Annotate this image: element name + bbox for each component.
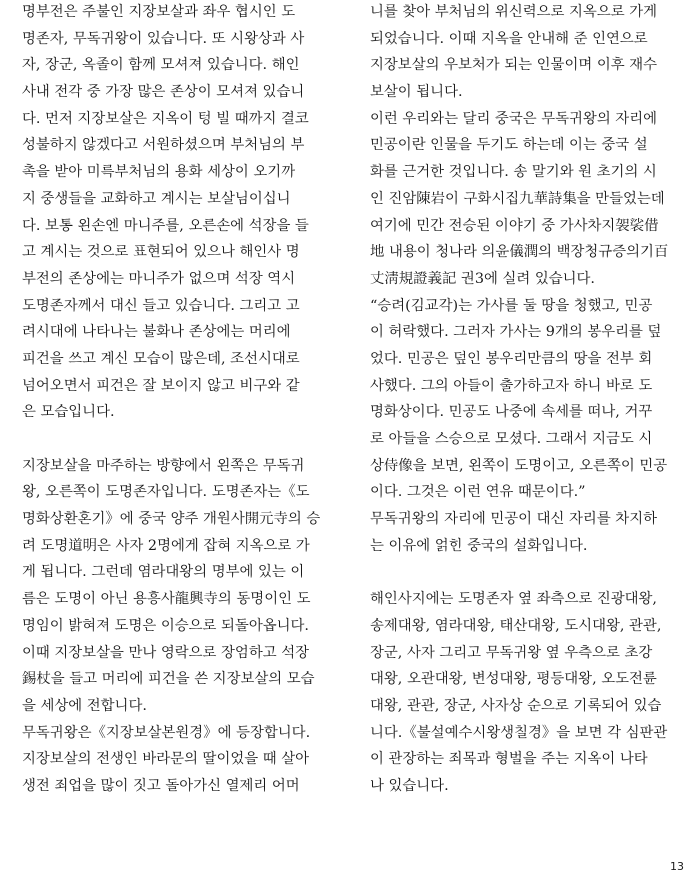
text-line: 송제대왕, 염라대왕, 태산대왕, 도시대왕, 관관, <box>370 617 662 634</box>
text-line <box>22 426 320 453</box>
text-line: 명존자, 무독귀왕이 있습니다. 또 시왕상과 사 <box>22 30 305 47</box>
text-line: 다. 먼저 지장보살은 지옥이 텅 빌 때까지 결코 <box>22 110 309 127</box>
text-line: 지장보살의 전생인 바라문의 딸이었을 때 살아 <box>22 751 309 768</box>
text-line: 을 세상에 전합니다. <box>22 697 147 714</box>
text-line: 명임이 밝혀져 도명은 이승으로 되돌아옵니다. <box>22 617 309 634</box>
text-line: 촉을 받아 미륵부처님의 용화 세상이 오기까 <box>22 164 296 181</box>
text-line: 부전의 존상에는 마니주가 없으며 석장 역시 <box>22 270 296 287</box>
text-line: 니다.《불설예수시왕생칠경》을 보면 각 심판관 <box>370 724 668 741</box>
text-line: 보살이 됩니다. <box>370 84 463 101</box>
text-line: 은 모습입니다. <box>22 404 115 421</box>
text-line: 었다. 민공은 덮인 봉우리만큼의 땅을 전부 회 <box>370 350 653 367</box>
text-line: 상侍像을 보면, 왼쪽이 도명이고, 오른쪽이 민공 <box>370 457 668 474</box>
text-line: 화를 근거한 것입니다. 송 말기와 원 초기의 시 <box>370 164 657 181</box>
text-line: 피건을 쓰고 계신 모습이 많은데, 조선시대로 <box>22 350 300 367</box>
text-line: 장군, 사자 그리고 무독귀왕 옆 우측으로 초강 <box>370 644 653 661</box>
text-line: 錫杖을 들고 머리에 피건을 쓴 지장보살의 모습 <box>22 671 315 688</box>
text-line: 고 계시는 것으로 표현되어 있으나 해인사 명 <box>22 244 300 261</box>
text-line: 대왕, 관관, 장군, 사자상 순으로 기록되어 있습 <box>370 697 662 714</box>
text-line: 여기에 민간 전승된 이야기 중 가사차지袈裟借 <box>370 217 659 234</box>
text-line: 이런 우리와는 달리 중국은 무독귀왕의 자리에 <box>370 110 657 127</box>
right-column-lines <box>370 0 668 800</box>
text-line <box>370 559 668 586</box>
text-line: 넘어오면서 피건은 잘 보이지 않고 비구와 같 <box>22 377 300 394</box>
text-line: 니를 찾아 부처님의 위신력으로 지옥으로 가게 <box>370 4 657 20</box>
text-line: 인 진암陳岩이 구화시집九華詩集을 만들었는데 <box>370 190 665 207</box>
text-line: 명부전은 주불인 지장보살과 좌우 협시인 도 <box>22 4 296 20</box>
text-line: 다. 보통 왼손엔 마니주를, 오른손에 석장을 들 <box>22 217 309 234</box>
text-line: 생전 죄업을 많이 짓고 돌아가신 열제리 어머 <box>22 777 300 794</box>
text-line: 명화상환혼기》에 중국 양주 개원사開元寺의 승 <box>22 511 321 528</box>
left-column <box>22 0 320 800</box>
text-line: 이때 지장보살을 만나 영락으로 장엄하고 석장 <box>22 644 309 661</box>
text-line: “승려(김교각)는 가사를 둘 땅을 청했고, 민공 <box>370 297 653 314</box>
text-line: 이 허락했다. 그러자 가사는 9개의 봉우리를 덮 <box>370 324 662 341</box>
left-column-lines <box>22 0 320 800</box>
text-line: 이 관장하는 죄목과 형벌을 주는 지옥이 나타 <box>370 751 648 768</box>
text-line: 명화상이다. 민공도 나중에 속세를 떠나, 거꾸 <box>370 404 653 421</box>
text-line: 지장보살을 마주하는 방향에서 왼쪽은 무독귀 <box>22 457 305 474</box>
text-line: 지 중생들을 교화하고 계시는 보살님이십니 <box>22 190 291 207</box>
text-line: 게 됩니다. 그런데 염라대왕의 명부에 있는 이 <box>22 564 305 581</box>
text-line: 地 내용이 청나라 의윤儀潤의 백장청규증의기百 <box>370 244 669 261</box>
text-line: 대왕, 오관대왕, 변성대왕, 평등대왕, 오도전륜 <box>370 671 657 688</box>
text-line: 사했다. 그의 아들이 출가하고자 하니 바로 도 <box>370 377 653 394</box>
text-line: 는 이유에 얽힌 중국의 설화입니다. <box>370 537 588 554</box>
text-line: 려시대에 나타나는 불화나 존상에는 머리에 <box>22 324 291 341</box>
text-line: 되었습니다. 이때 지옥을 안내해 준 인연으로 <box>370 30 648 47</box>
text-line: 무독귀왕은《지장보살본원경》에 등장합니다. <box>22 724 311 741</box>
text-line: 왕, 오른쪽이 도명존자입니다. 도명존자는《도 <box>22 484 310 501</box>
text-line: 름은 도명이 아닌 용흥사龍興寺의 동명이인 도 <box>22 591 311 608</box>
page-number: 13 <box>670 860 684 873</box>
text-line: 丈淸規證義記 권3에 실려 있습니다. <box>370 270 596 287</box>
text-line: 자, 장군, 옥졸이 함께 모셔져 있습니다. 해인 <box>22 57 300 74</box>
text-line: 이다. 그것은 이런 연유 때문이다.” <box>370 484 586 501</box>
text-line: 해인사지에는 도명존자 옆 좌측으로 진광대왕, <box>370 591 657 608</box>
text-line: 무독귀왕의 자리에 민공이 대신 자리를 차지하 <box>370 511 657 528</box>
text-line: 성불하지 않겠다고 서원하셨으며 부처님의 부 <box>22 137 305 154</box>
right-column <box>370 0 668 800</box>
text-line: 사내 전각 중 가장 많은 존상이 모셔져 있습니 <box>22 84 305 101</box>
text-line: 민공이란 인물을 두기도 하는데 이는 중국 설 <box>370 137 648 154</box>
text-line: 도명존자께서 대신 들고 있습니다. 그리고 고 <box>22 297 300 314</box>
text-line: 로 아들을 스승으로 모셨다. 그래서 지금도 시 <box>370 431 653 447</box>
text-line: 려 도명道明은 사자 2명에게 잡혀 지옥으로 가 <box>22 537 310 554</box>
text-line: 나 있습니다. <box>370 777 449 794</box>
text-line: 지장보살의 우보처가 되는 인물이며 이후 재수 <box>370 57 657 74</box>
